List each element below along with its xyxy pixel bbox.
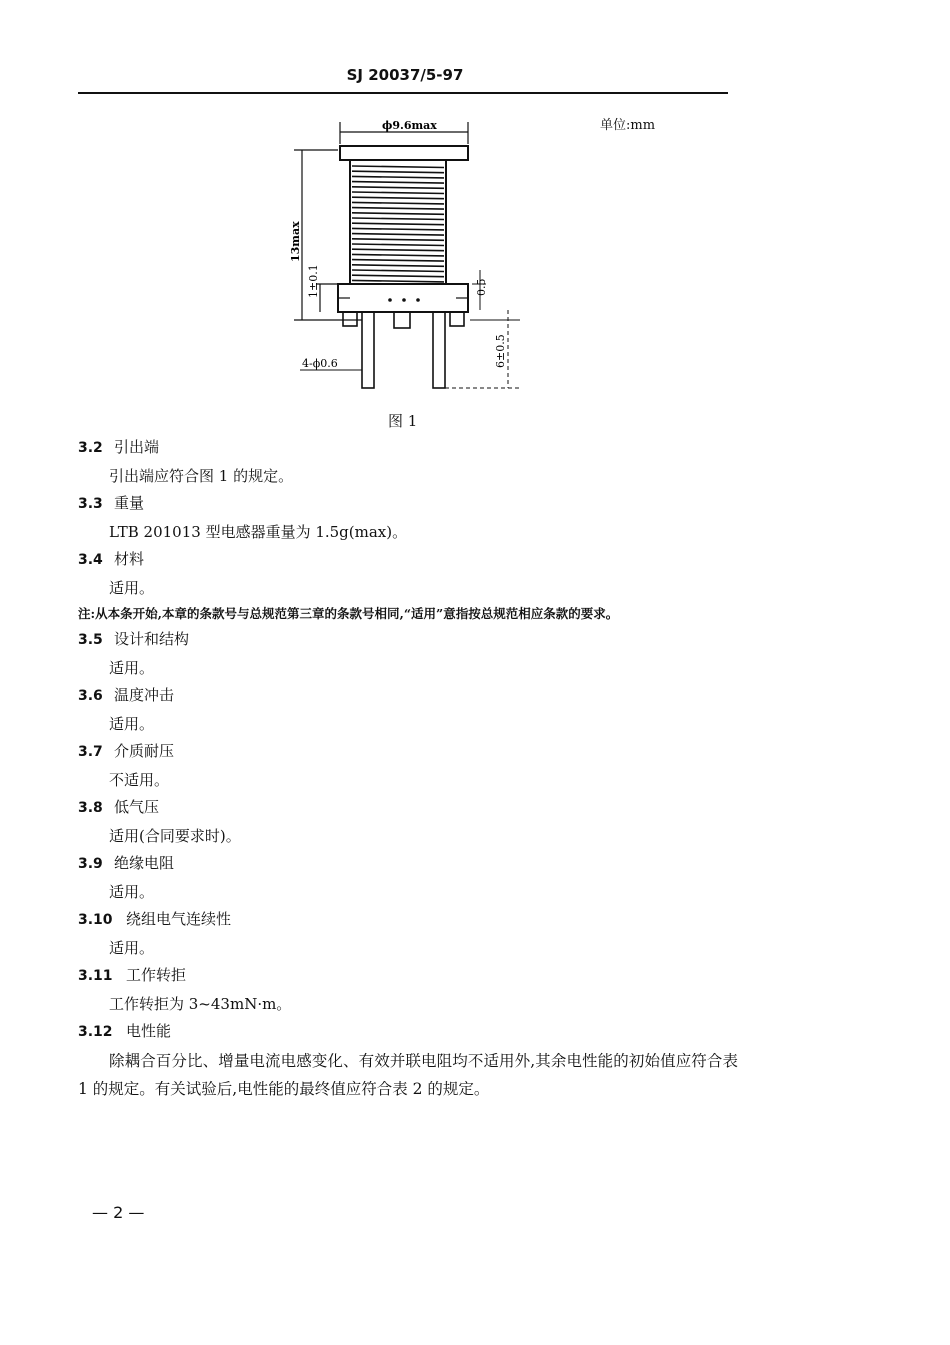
section-3-4 <box>78 546 738 626</box>
section-body: 引出端应符合图 1 的规定。 <box>109 466 294 485</box>
section-number: 3.3 <box>78 496 103 512</box>
coil-turn <box>352 244 444 246</box>
coil-turn <box>352 218 444 220</box>
section-body: 工作转拒为 3~43mN·m。 <box>109 994 292 1013</box>
section-title: 绝缘电阻 <box>114 854 175 872</box>
coil-turn <box>352 171 444 173</box>
section-number: 3.2 <box>78 440 103 456</box>
coil-turn <box>352 187 444 189</box>
section-paragraph: 除耦合百分比、增量电流电感变化、有效并联电阻均不适用外,其余电性能的初始值应符合表 1 的规定。有关试验后,电性能的最终值应符合表 2 的规定。 <box>78 1051 738 1098</box>
coil-turn <box>352 270 444 272</box>
section-body: 适用。 <box>109 882 155 901</box>
header-rule <box>78 92 728 94</box>
figure-caption: 图 1 <box>388 412 418 430</box>
section-title: 绕组电气连续性 <box>126 910 232 928</box>
section-3-8 <box>78 794 738 850</box>
pin-right <box>433 312 445 388</box>
section-title: 材料 <box>114 550 145 568</box>
document-code: SJ 20037/5-97 <box>346 66 464 84</box>
top-flange <box>340 146 468 160</box>
section-title: 工作转拒 <box>126 966 187 984</box>
coil-turn <box>352 213 444 215</box>
dim-pin-length-label: 6±0.5 <box>494 334 507 368</box>
pin-left <box>362 312 374 388</box>
page-number: — 2 — <box>92 1203 145 1222</box>
coil-turn <box>352 192 444 194</box>
section-3-9 <box>78 850 738 906</box>
section-3-7 <box>78 738 738 794</box>
section-number: 3.10 <box>78 912 113 928</box>
dim-top-label: ϕ9.6max <box>382 119 437 132</box>
section-body: 适用(合同要求时)。 <box>109 826 241 845</box>
section-number: 3.8 <box>78 800 103 816</box>
section-number: 3.6 <box>78 688 103 704</box>
coil-turn <box>352 234 444 236</box>
section-body: 适用。 <box>109 578 155 597</box>
dim-base-label: 1±0.1 <box>307 264 320 298</box>
section-body: LTB 201013 型电感器重量为 1.5g(max)。 <box>109 522 408 541</box>
base <box>338 284 468 312</box>
coil-turn <box>352 239 444 241</box>
section-3-10 <box>78 906 738 962</box>
coil-turn <box>352 265 444 267</box>
coil-turn <box>352 202 444 204</box>
coil-turn <box>352 260 444 262</box>
coil-turn <box>352 208 444 210</box>
coil-turn <box>352 176 444 178</box>
section-title: 温度冲击 <box>114 686 175 704</box>
section-title: 介质耐压 <box>114 742 175 760</box>
unit-note: 单位:mm <box>600 118 656 133</box>
section-body: 适用。 <box>109 658 155 677</box>
coil-turn <box>352 254 444 256</box>
coil-turn <box>352 223 444 225</box>
section-number: 3.5 <box>78 632 103 648</box>
section-3-2 <box>78 434 738 490</box>
dim-pins-label: 4-ϕ0.6 <box>302 357 338 370</box>
inductor-drawing <box>280 110 540 395</box>
section-title: 低气压 <box>114 798 160 816</box>
section-3-11 <box>78 962 738 1018</box>
section-title: 引出端 <box>114 438 160 456</box>
section-title: 电性能 <box>126 1022 172 1040</box>
section-note: 注:从本条开始,本章的条款号与总规范第三章的条款号相同,“适用”意指按总规范相应条款的要求。 <box>78 606 619 621</box>
center-key <box>394 312 410 328</box>
coil-turn <box>352 249 444 251</box>
coil-turn <box>352 197 444 199</box>
section-body: 不适用。 <box>109 770 170 789</box>
section-3-12 <box>78 1018 738 1103</box>
dim-height-label: 13max <box>289 221 302 262</box>
pad-right <box>450 312 464 326</box>
coil-turn <box>352 166 444 168</box>
coil-turn <box>352 275 444 277</box>
section-3-5 <box>78 626 738 682</box>
coil-turn <box>352 228 444 230</box>
dim-flange-label: 0.5 <box>475 278 488 296</box>
section-body: 适用。 <box>109 714 155 733</box>
section-title: 设计和结构 <box>114 630 190 648</box>
coil-turn <box>352 280 444 282</box>
section-list <box>78 434 738 1103</box>
section-number: 3.9 <box>78 856 103 872</box>
section-number: 3.12 <box>78 1024 113 1040</box>
section-number: 3.11 <box>78 968 113 984</box>
pad-left <box>343 312 357 326</box>
section-number: 3.4 <box>78 552 103 568</box>
section-3-3 <box>78 490 738 546</box>
section-body: 适用。 <box>109 938 155 957</box>
section-title: 重量 <box>114 494 145 512</box>
section-3-6 <box>78 682 738 738</box>
section-number: 3.7 <box>78 744 103 760</box>
coil-turn <box>352 182 444 184</box>
